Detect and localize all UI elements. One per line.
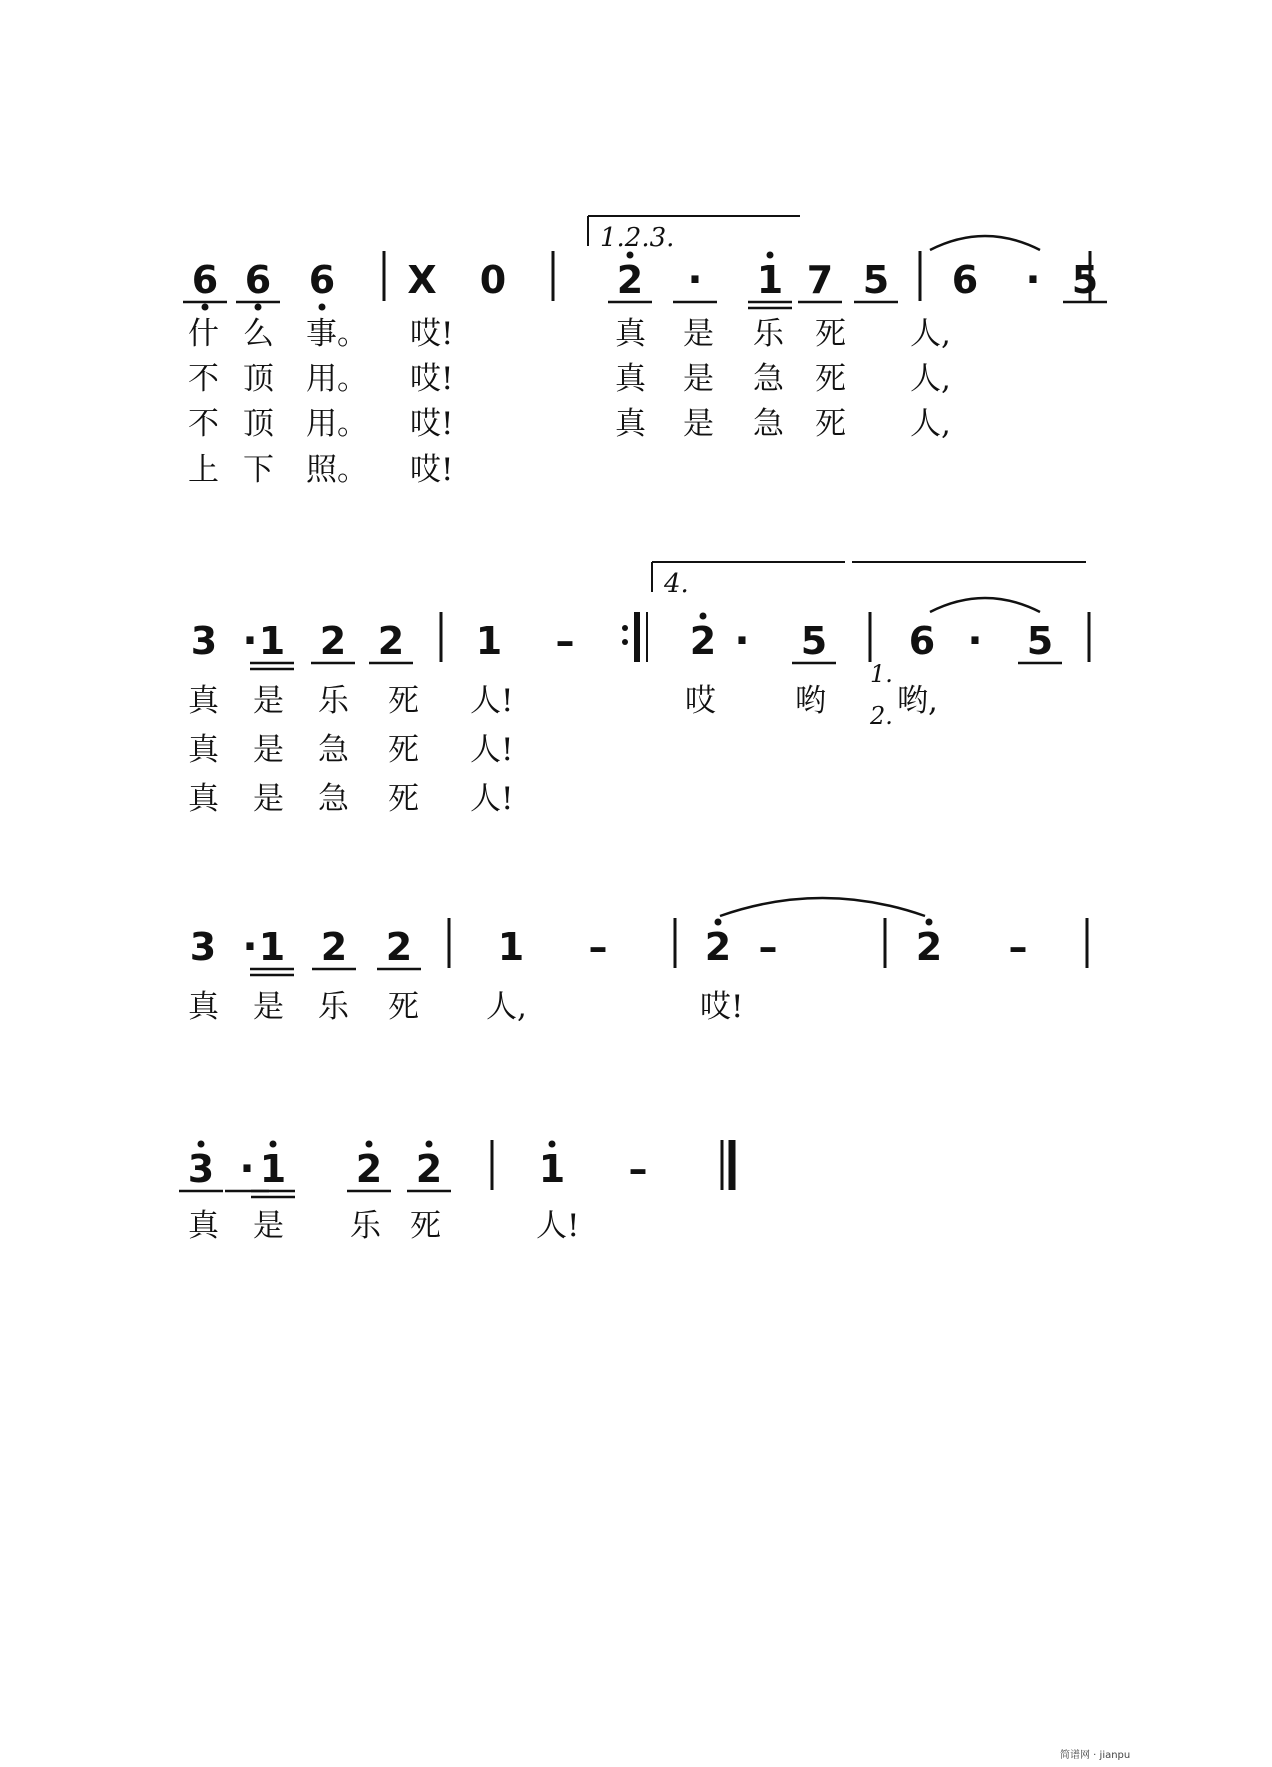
repeat-dot bbox=[622, 639, 628, 645]
lyric-syllable: 真 bbox=[188, 781, 219, 817]
lyric-syllable: 是 bbox=[253, 781, 284, 817]
augmentation-dot: · bbox=[239, 1146, 255, 1192]
lyric-syllable: 什 bbox=[188, 316, 219, 352]
augmentation-dot: · bbox=[967, 618, 983, 664]
octave-dot-above bbox=[715, 919, 722, 926]
verse-mark: 2. bbox=[870, 702, 893, 730]
jianpu-note: 2 bbox=[915, 925, 943, 969]
lyric-syllable: 人! bbox=[470, 781, 514, 817]
octave-dot-above bbox=[366, 1141, 373, 1148]
lyric-syllable: 是 bbox=[253, 1208, 284, 1244]
jianpu-note: 6 bbox=[951, 258, 979, 302]
jianpu-note: 2 bbox=[355, 1147, 383, 1191]
lyric-syllable: 真 bbox=[615, 406, 646, 442]
octave-dot-below bbox=[202, 304, 209, 311]
jianpu-note: 5 bbox=[1071, 258, 1099, 302]
lyric-syllable: 哎! bbox=[410, 361, 454, 397]
jianpu-note: 5 bbox=[1026, 619, 1054, 663]
lyric-syllable: 哎 bbox=[685, 683, 716, 719]
octave-dot-above bbox=[198, 1141, 205, 1148]
lyric-syllable: 真 bbox=[615, 361, 646, 397]
footer-watermark: 简谱网 · jianpu bbox=[1060, 1750, 1131, 1761]
octave-dot-above bbox=[700, 613, 707, 620]
lyric-syllable: 乐 bbox=[318, 683, 349, 719]
lyric-syllable: 真 bbox=[188, 989, 219, 1025]
jianpu-note: 7 bbox=[806, 258, 834, 302]
lyric-syllable: 急 bbox=[318, 781, 349, 817]
lyric-syllable: 是 bbox=[253, 989, 284, 1025]
dash-note: – bbox=[555, 619, 575, 663]
lyric-syllable: 用。 bbox=[306, 406, 368, 442]
jianpu-note: 6 bbox=[244, 258, 272, 302]
octave-dot-above bbox=[767, 252, 774, 259]
lyric-syllable: 哎! bbox=[410, 452, 454, 488]
augmentation-dot: · bbox=[687, 257, 703, 303]
jianpu-note: 1 bbox=[497, 925, 525, 969]
jianpu-note: 5 bbox=[800, 619, 828, 663]
lyric-syllable: 乐 bbox=[350, 1208, 381, 1244]
dash-note: – bbox=[758, 925, 778, 969]
lyric-syllable: 死 bbox=[815, 316, 846, 352]
repeat-dot bbox=[622, 625, 628, 631]
jianpu-note: 6 bbox=[908, 619, 936, 663]
lyric-syllable: 人, bbox=[910, 361, 951, 397]
lyric-syllable: 真 bbox=[188, 732, 219, 768]
jianpu-note: 1 bbox=[538, 1147, 566, 1191]
lyric-syllable: 不 bbox=[188, 406, 219, 442]
lyric-syllable: 死 bbox=[388, 781, 419, 817]
lyric-syllable: 事。 bbox=[306, 316, 368, 352]
lyric-syllable: 上 bbox=[188, 452, 219, 488]
lyric-syllable: 么 bbox=[243, 316, 274, 352]
lyric-syllable: 真 bbox=[188, 683, 219, 719]
lyric-syllable: 人! bbox=[536, 1208, 580, 1244]
lyric-syllable: 人! bbox=[470, 683, 514, 719]
octave-dot-above bbox=[426, 1141, 433, 1148]
jianpu-note: 1 bbox=[258, 619, 286, 663]
octave-dot-above bbox=[926, 919, 933, 926]
lyric-syllable: 不 bbox=[188, 361, 219, 397]
jianpu-note: 1 bbox=[475, 619, 503, 663]
jianpu-note: 1 bbox=[756, 258, 784, 302]
jianpu-note: 6 bbox=[308, 258, 336, 302]
jianpu-note: 2 bbox=[616, 258, 644, 302]
lyric-syllable: 死 bbox=[815, 361, 846, 397]
lyric-syllable: 顶 bbox=[243, 406, 274, 442]
lyric-syllable: 真 bbox=[615, 316, 646, 352]
volta-4-label: 4. bbox=[664, 569, 689, 599]
octave-dot-above bbox=[270, 1141, 277, 1148]
jianpu-note: 2 bbox=[704, 925, 732, 969]
verse-mark: 1. bbox=[870, 660, 893, 688]
lyric-syllable: 人, bbox=[910, 316, 951, 352]
lyric-syllable: 哟 bbox=[795, 683, 826, 719]
lyric-syllable: 死 bbox=[388, 683, 419, 719]
octave-dot-below bbox=[319, 304, 326, 311]
dash-note: – bbox=[588, 925, 608, 969]
augmentation-dot: · bbox=[242, 618, 258, 664]
lyric-syllable: 是 bbox=[683, 361, 714, 397]
lyric-syllable: 人, bbox=[910, 406, 951, 442]
lyric-syllable: 死 bbox=[388, 989, 419, 1025]
lyric-syllable: 人, bbox=[486, 989, 527, 1025]
octave-dot-below bbox=[255, 304, 262, 311]
volta-123-label: 1.2.3. bbox=[600, 223, 675, 253]
lyric-syllable: 是 bbox=[683, 316, 714, 352]
jianpu-note: 3 bbox=[187, 1147, 215, 1191]
lyric-syllable: 是 bbox=[253, 732, 284, 768]
lyric-syllable: 用。 bbox=[306, 361, 368, 397]
lyric-syllable: 真 bbox=[188, 1208, 219, 1244]
augmentation-dot: · bbox=[242, 924, 258, 970]
jianpu-note: 5 bbox=[862, 258, 890, 302]
tie-arc bbox=[930, 598, 1040, 612]
tie-arc bbox=[930, 236, 1040, 250]
lyric-syllable: 是 bbox=[253, 683, 284, 719]
lyric-syllable: 乐 bbox=[318, 989, 349, 1025]
jianpu-note: 2 bbox=[319, 619, 347, 663]
jianpu-note: 0 bbox=[479, 258, 507, 302]
lyric-syllable: 死 bbox=[388, 732, 419, 768]
lyric-syllable: 哟, bbox=[897, 683, 938, 719]
lyric-syllable: 死 bbox=[815, 406, 846, 442]
lyric-syllable: 是 bbox=[683, 406, 714, 442]
lyric-syllable: 人! bbox=[470, 732, 514, 768]
lyric-syllable: 哎! bbox=[410, 406, 454, 442]
lyric-syllable: 哎! bbox=[410, 316, 454, 352]
tie-arc bbox=[720, 898, 925, 916]
jianpu-note: 2 bbox=[320, 925, 348, 969]
lyric-syllable: 死 bbox=[410, 1208, 441, 1244]
jianpu-note: 3 bbox=[190, 619, 218, 663]
lyric-syllable: 照。 bbox=[306, 452, 368, 488]
lyric-syllable: 顶 bbox=[243, 361, 274, 397]
jianpu-note: 3 bbox=[189, 925, 217, 969]
dash-note: – bbox=[1008, 925, 1028, 969]
jianpu-note: 1 bbox=[259, 1147, 287, 1191]
lyric-syllable: 急 bbox=[318, 732, 349, 768]
jianpu-note: 1 bbox=[258, 925, 286, 969]
augmentation-dot: · bbox=[1025, 257, 1041, 303]
lyric-syllable: 下 bbox=[243, 452, 274, 488]
lyric-syllable: 乐 bbox=[753, 316, 784, 352]
jianpu-note: 2 bbox=[385, 925, 413, 969]
lyric-syllable: 哎! bbox=[700, 989, 744, 1025]
jianpu-note: 2 bbox=[377, 619, 405, 663]
octave-dot-above bbox=[549, 1141, 556, 1148]
dash-note: – bbox=[628, 1147, 648, 1191]
jianpu-note: 2 bbox=[689, 619, 717, 663]
jianpu-note: X bbox=[407, 258, 437, 302]
lyric-syllable: 急 bbox=[753, 406, 784, 442]
jianpu-note: 2 bbox=[415, 1147, 443, 1191]
lyric-syllable: 急 bbox=[753, 361, 784, 397]
augmentation-dot: · bbox=[734, 618, 750, 664]
jianpu-note: 6 bbox=[191, 258, 219, 302]
